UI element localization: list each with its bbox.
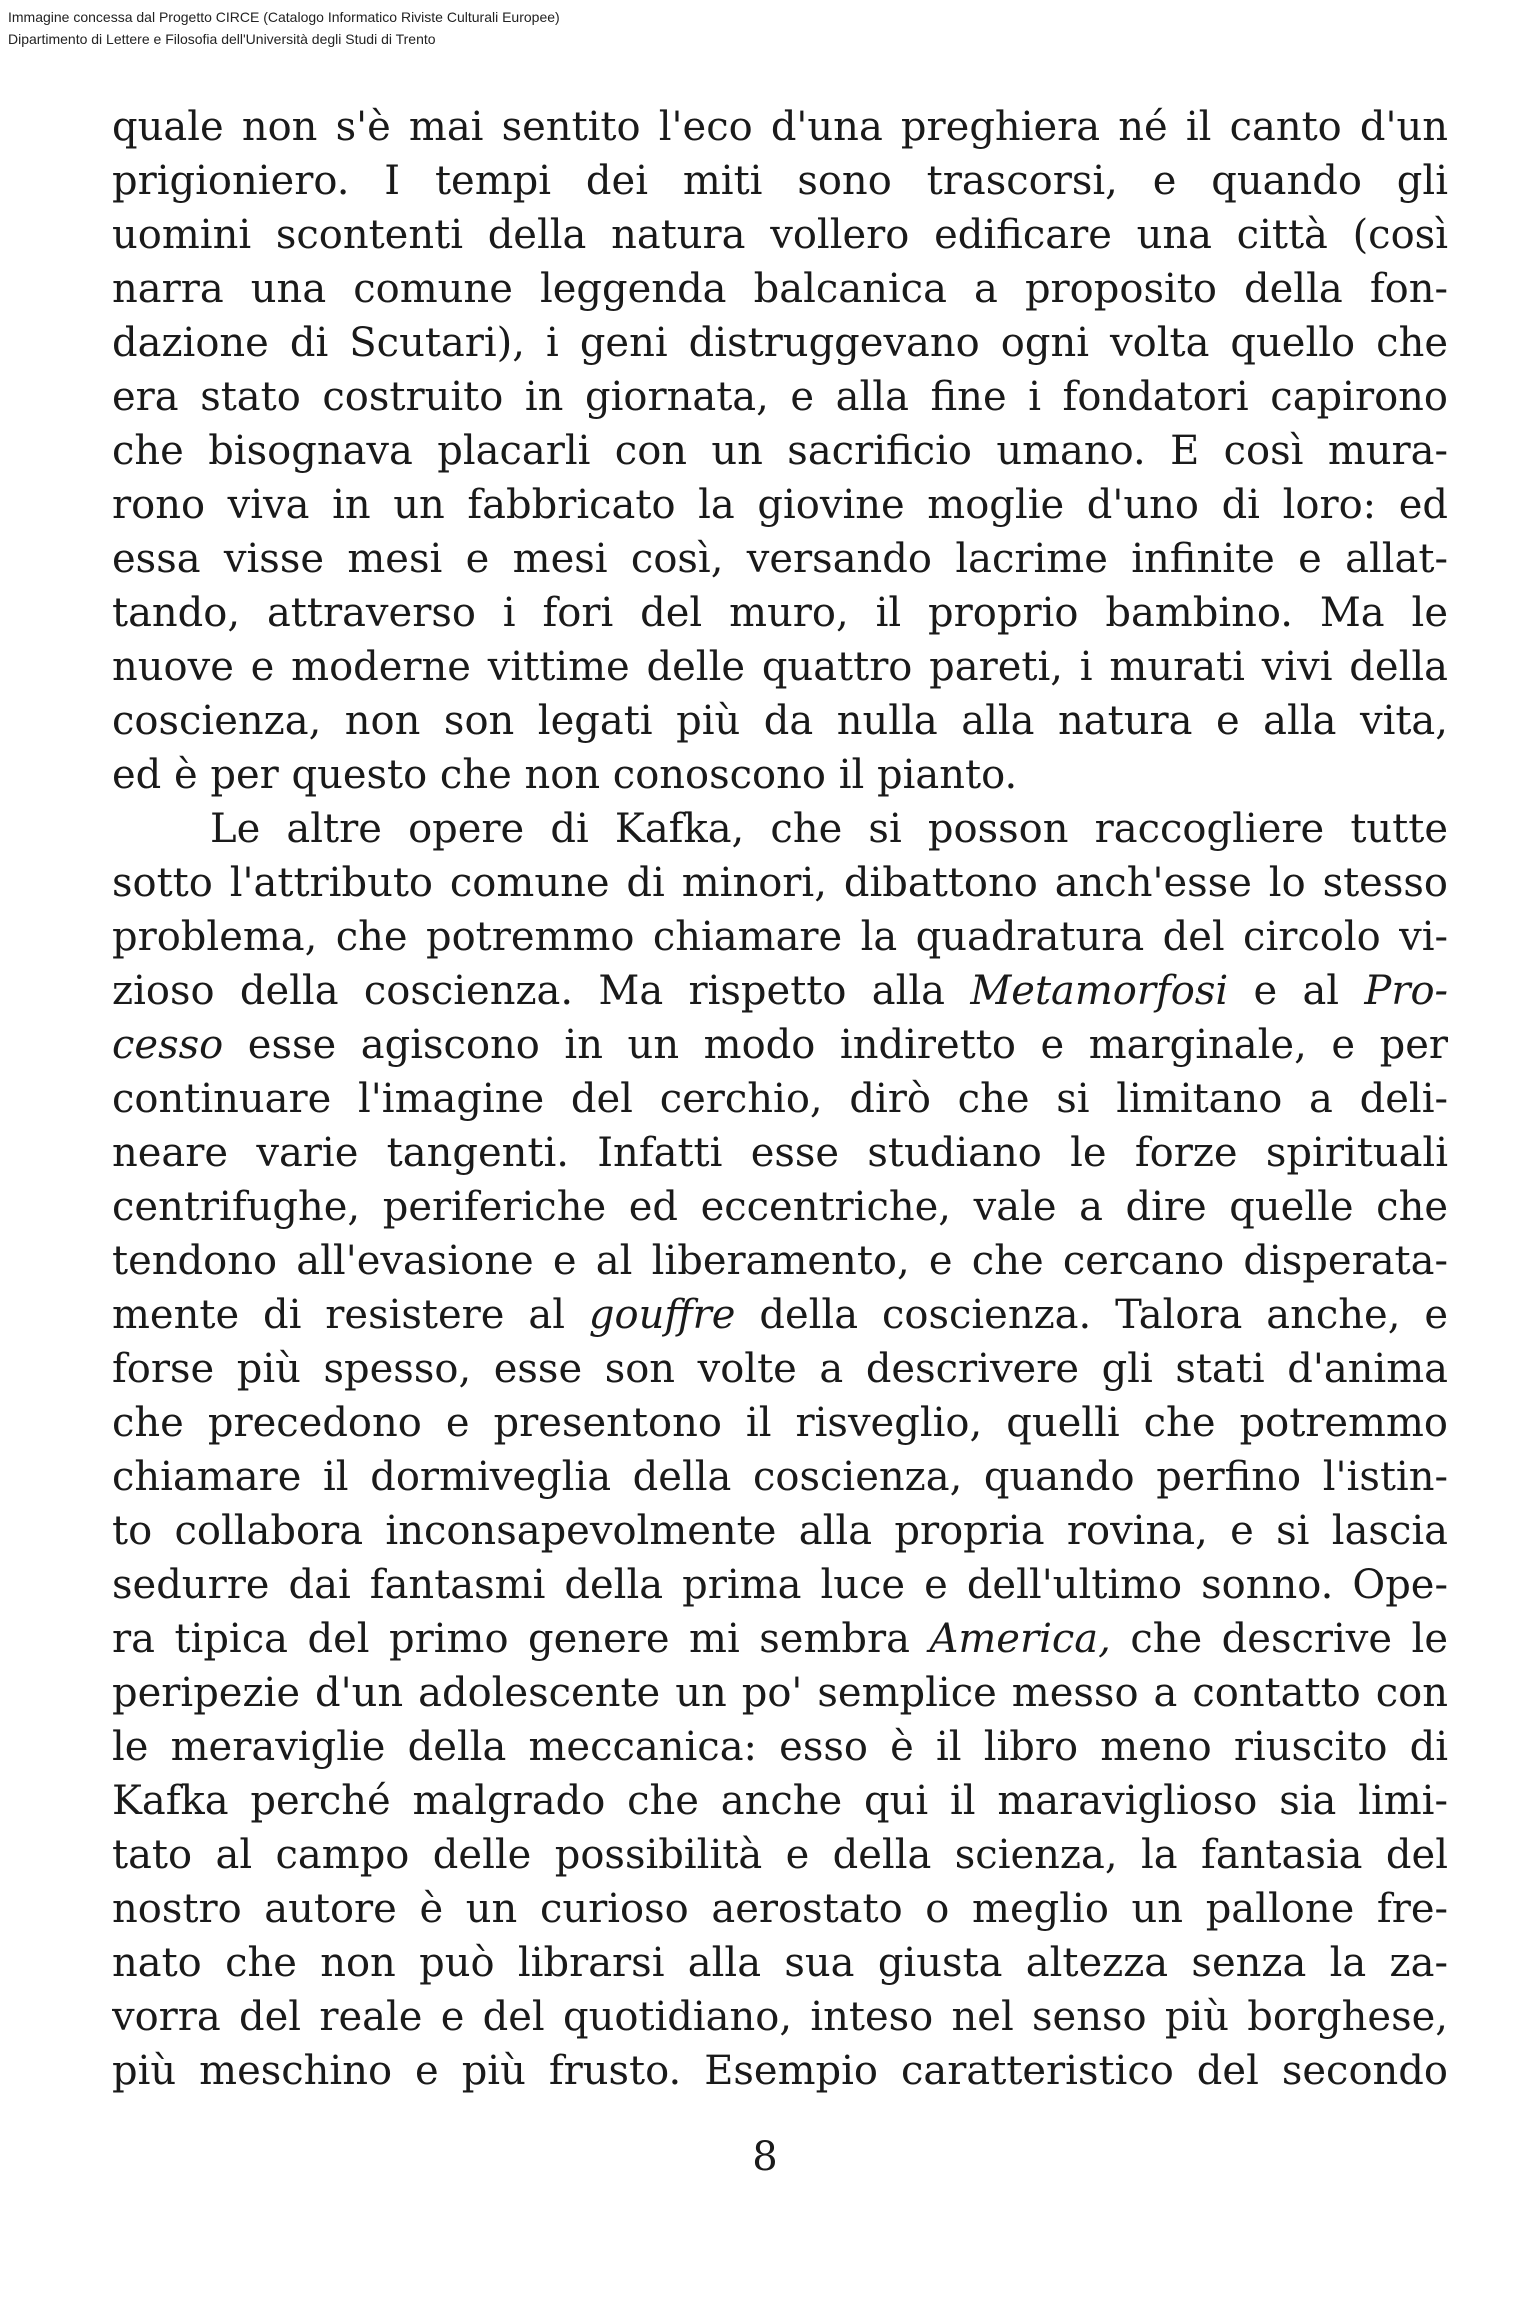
text-run: ra tipica del primo genere mi sembra <box>112 1616 910 1662</box>
text-line: tando, attraverso i fori del muro, il proprio bambino. Ma le <box>112 590 1448 636</box>
paragraph-start-line: Le altre opere di Kafka, che si posson raccogliere tutte <box>210 806 1448 852</box>
text-line: era stato costruito in giornata, e alla fine i fondatori capirono <box>112 374 1448 420</box>
text-line: peripezie d'un adolescente un po' semplice messo a contatto con <box>112 1670 1448 1716</box>
text-line: quale non s'è mai sentito l'eco d'una preghiera né il canto d'un <box>112 104 1448 150</box>
text-line: problema, che potremmo chiamare la quadratura del circolo vi- <box>112 914 1448 960</box>
text-line <box>112 1612 1448 1666</box>
text-run: esse agiscono in un modo indiretto e marginale, e per <box>247 1022 1448 1068</box>
credit-line-2: Dipartimento di Lettere e Filosofia dell'Università degli Studi di Trento <box>8 31 436 47</box>
text-line: uomini scontenti della natura vollero edificare una città (così <box>112 212 1448 258</box>
paragraph-end-line: ed è per questo che non conoscono il pianto. <box>112 752 1018 798</box>
text-line: essa visse mesi e mesi così, versando lacrime infinite e allat- <box>112 536 1448 582</box>
text-run: mente di resistere al <box>112 1292 565 1338</box>
text-line: prigioniero. I tempi dei miti sono trascorsi, e quando gli <box>112 158 1448 204</box>
italic-title-america: America, <box>929 1616 1111 1662</box>
text-line: nostro autore è un curioso aerostato o meglio un pallone fre- <box>112 1886 1448 1932</box>
text-line: tato al campo delle possibilità e della scienza, la fantasia del <box>112 1832 1448 1878</box>
text-line: nuove e moderne vittime delle quattro pareti, i murati vivi della <box>112 644 1448 690</box>
credit-line-1: Immagine concessa dal Progetto CIRCE (Catalogo Informatico Riviste Culturali Europee) <box>8 9 560 25</box>
text-line <box>112 1018 1448 1072</box>
text-line: che bisognava placarli con un sacrificio umano. E così mura- <box>112 428 1448 474</box>
text-line: narra una comune leggenda balcanica a proposito della fon- <box>112 266 1448 312</box>
text-line: le meraviglie della meccanica: esso è il libro meno riuscito di <box>112 1724 1448 1770</box>
text-run: che descrive le <box>1130 1616 1448 1662</box>
italic-word-gouffre: gouffre <box>588 1292 736 1338</box>
text-line: rono viva in un fabbricato la giovine moglie d'uno di loro: ed <box>112 482 1448 528</box>
text-line <box>112 1288 1448 1342</box>
text-run: zioso della coscienza. Ma rispetto alla <box>112 968 946 1014</box>
page-number: 8 <box>752 2134 778 2180</box>
text-line: più meschino e più frusto. Esempio caratteristico del secondo <box>112 2048 1448 2094</box>
text-line: centrifughe, periferiche ed eccentriche, vale a dire quelle che <box>112 1184 1448 1230</box>
page-body <box>112 100 1448 2098</box>
text-line: neare varie tangenti. Infatti esse studiano le forze spirituali <box>112 1130 1448 1176</box>
text-line <box>112 964 1448 1018</box>
text-line: to collabora inconsapevolmente alla propria rovina, e si lascia <box>112 1508 1448 1554</box>
image-credit <box>8 6 560 50</box>
text-line: coscienza, non son legati più da nulla alla natura e alla vita, <box>112 698 1448 744</box>
text-run: della coscienza. Talora anche, e <box>759 1292 1448 1338</box>
text-line: forse più spesso, esse son volte a descrivere gli stati d'anima <box>112 1346 1448 1392</box>
text-line: sotto l'attributo comune di minori, dibattono anch'esse lo stesso <box>112 860 1448 906</box>
text-line: continuare l'imagine del cerchio, dirò che si limitano a deli- <box>112 1076 1448 1122</box>
text-line: tendono all'evasione e al liberamento, e che cercano disperata- <box>112 1238 1448 1284</box>
text-line: Kafka perché malgrado che anche qui il maraviglioso sia limi- <box>112 1778 1448 1824</box>
text-line: nato che non può librarsi alla sua giusta altezza senza la za- <box>112 1940 1448 1986</box>
text-line: che precedono e presentono il risveglio, quelli che potremmo <box>112 1400 1448 1446</box>
italic-title-processo-start: Pro- <box>1364 968 1448 1014</box>
text-line: dazione di Scutari), i geni distruggevano ogni volta quello che <box>112 320 1448 366</box>
text-line: sedurre dai fantasmi della prima luce e dell'ultimo sonno. Ope- <box>112 1562 1448 1608</box>
text-run: e al <box>1253 968 1340 1014</box>
italic-title-metamorfosi: Metamorfosi <box>970 968 1229 1014</box>
italic-title-processo-end: cesso <box>112 1022 224 1068</box>
text-line: vorra del reale e del quotidiano, inteso nel senso più borghese, <box>112 1994 1448 2040</box>
text-line: chiamare il dormiveglia della coscienza, quando perfino l'istin- <box>112 1454 1448 1500</box>
